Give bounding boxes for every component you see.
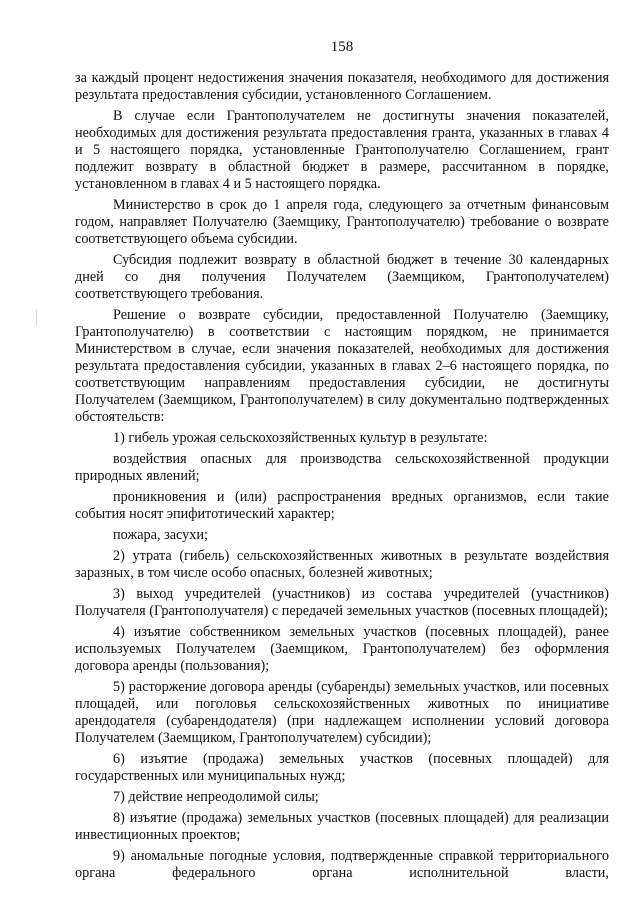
list-subitem-fire-drought: пожара, засухи; — [113, 527, 208, 543]
paragraph-penalty-continuation: за каждый процент недостижения значения показателя, необходимого для достижения результата предоставления субсидии, установленного Соглашением. — [75, 70, 609, 103]
list-subitem-pests: проникновения и (или) распространения вредных организмов, если такие события носят эпифитотический характер; — [75, 489, 609, 522]
list-item-5: 5) расторжение договора аренды (субаренды) земельных участков, или посевных площадей, или поголовья сельскохозяйственных животных по инициативе арендодателя (субарендодателя) (при надлежащем исполнении условий договора Получателем (Заемщиком, Грантополучателем) субсидии); — [75, 679, 609, 746]
paragraph-grant-refund: В случае если Грантополучателем не достигнуты значения показателей, необходимых для достижения результата предоставления гранта, указанных в главах 4 и 5 настоящего порядка, установленные Грантополучателю Соглашением, грант подлежит возврату в областной бюджет в размере, рассчитанном в порядке, установленном в главах 4 и 5 настоящего порядка. — [75, 108, 609, 192]
list-item-8: 8) изъятие (продажа) земельных участков (посевных площадей) для реализации инвестиционных проектов; — [75, 810, 609, 843]
list-item-1: 1) гибель урожая сельскохозяйственных культур в результате: — [113, 430, 488, 446]
page-number: 158 — [330, 39, 354, 55]
document-page — [75, 38, 609, 886]
list-item-2: 2) утрата (гибель) сельскохозяйственных животных в результате воздействия заразных, в том числе особо опасных, болезней животных; — [75, 548, 609, 581]
margin-mark — [36, 310, 37, 326]
list-item-6: 6) изъятие (продажа) земельных участков (посевных площадей) для государственных или муниципальных нужд; — [75, 751, 609, 784]
list-item-9: 9) аномальные погодные условия, подтвержденные справкой территориального органа федерального органа исполнительной власти, — [75, 848, 609, 881]
paragraph-ministry-demand: Министерство в срок до 1 апреля года, следующего за отчетным финансовым годом, направляет Получателю (Заемщику, Грантополучателю) требование о возврате соответствующего объема субсидии. — [75, 197, 609, 247]
paragraph-refund-term: Субсидия подлежит возврату в областной бюджет в течение 30 календарных дней со дня получения Получателем (Заемщиком, Грантополучателем) соответствующего требования. — [75, 252, 609, 302]
paragraph-refund-exemption: Решение о возврате субсидии, предоставленной Получателю (Заемщику, Грантополучателю) в соответствии с настоящим порядком, не принимается Министерством в случае, если значения показателей, необходимых для достижения результата предоставления субсидии, указанных в главах 2–6 настоящего порядка, по соответствующим направлениям предоставления субсидии, не достигнуты Получателем (Заемщиком, Грантополучателем) в силу документально подтвержденных обстоятельств: — [75, 307, 609, 425]
list-item-7: 7) действие непреодолимой силы; — [113, 789, 319, 805]
list-item-4: 4) изъятие собственником земельных участков (посевных площадей), ранее используемых Получателем (Заемщиком, Грантополучателем) без оформления договора аренды (пользования); — [75, 624, 609, 674]
list-subitem-natural-phenomena: воздействия опасных для производства сельскохозяйственной продукции природных явлений; — [75, 451, 609, 484]
list-item-3: 3) выход учредителей (участников) из состава учредителей (участников) Получателя (Грантополучателя) с передачей земельных участков (посевных площадей); — [75, 586, 609, 619]
